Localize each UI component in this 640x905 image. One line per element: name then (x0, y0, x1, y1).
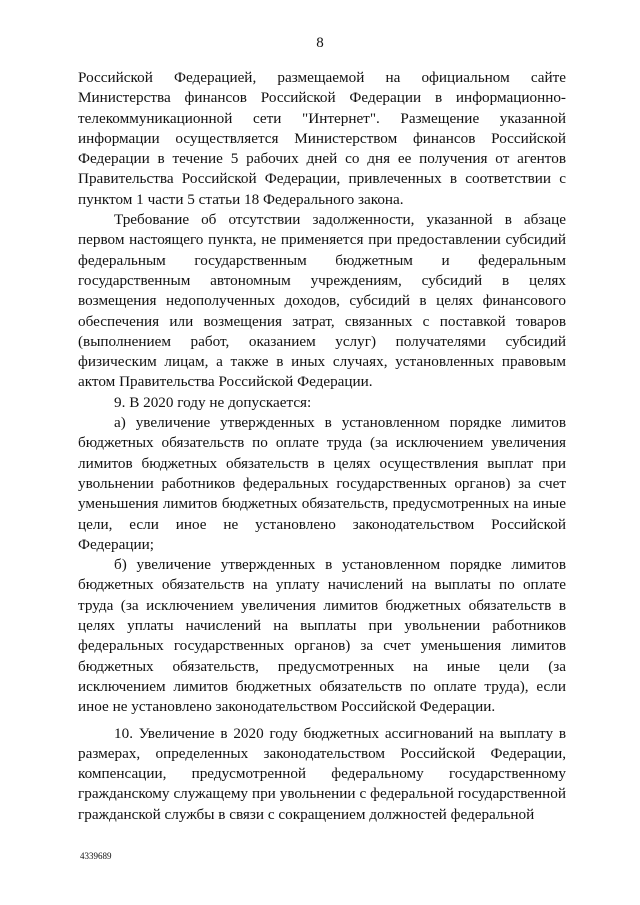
paragraph-item-9: 9. В 2020 году не допускается: (114, 393, 312, 411)
paragraph-item-9a: а) увеличение утвержденных в установленном порядке лимитов бюджетных обязательств по оплате труда (за исключением увеличения лимитов бюджетных обязательств в целях осуществления выплат при увольнении работников федеральных государственных органов) за счет уменьшения лимитов бюджетных обязательств, предусмотренных на иные цели, если иное не установлено законодательством Российской Федерации; (78, 414, 566, 553)
paragraph-item-9b: б) увеличение утвержденных в установленном порядке лимитов бюджетных обязательств на уплату начислений на выплаты по оплате труда (за исключением увеличения лимитов бюджетных обязательств в целях уплаты начислений на выплаты при увольнении работников федеральных государственных органов) за счет уменьшения лимитов бюджетных обязательств, предусмотренных на иные цели (за исключением лимитов бюджетных обязательств по оплате труда), если иное не установлено законодательством Российской Федерации. (78, 556, 566, 716)
document-id: 4339689 (80, 851, 112, 861)
document-body (78, 68, 566, 825)
paragraph-continuation: Российской Федерацией, размещаемой на официальном сайте Министерства финансов Российской Федерации в информационно-телекоммуникационной сети "Интернет". Размещение указанной информации осуществляется Министерством финансов Российской Федерации в течение 5 рабочих дней со дня ее получения от агентов Правительства Российской Федерации, привлеченных в соответствии с пунктом 1 части 5 статьи 18 Федерального закона. (78, 69, 566, 208)
paragraph-debt-requirement: Требование об отсутствии задолженности, указанной в абзаце первом настоящего пункта, не применяется при предоставлении субсидий федеральным государственным бюджетным и федеральным государственным автономным учреждениям, субсидий в целях возмещения недополученных доходов, субсидий в целях финансового обеспечения или возмещения затрат, связанных с поставкой товаров (выполнением работ, оказанием услуг) получателями субсидий физическим лицам, а также в иных случаях, установленных правовым актом Правительства Российской Федерации. (78, 211, 566, 391)
paragraph-item-10: 10. Увеличение в 2020 году бюджетных ассигнований на выплату в размерах, определенных законодательством Российской Федерации, компенсации, предусмотренной федеральному государственному гражданскому служащему при увольнении с федеральной государственной гражданской службы в связи с сокращением должностей федеральной (78, 724, 566, 823)
page-number: 8 (316, 35, 324, 51)
